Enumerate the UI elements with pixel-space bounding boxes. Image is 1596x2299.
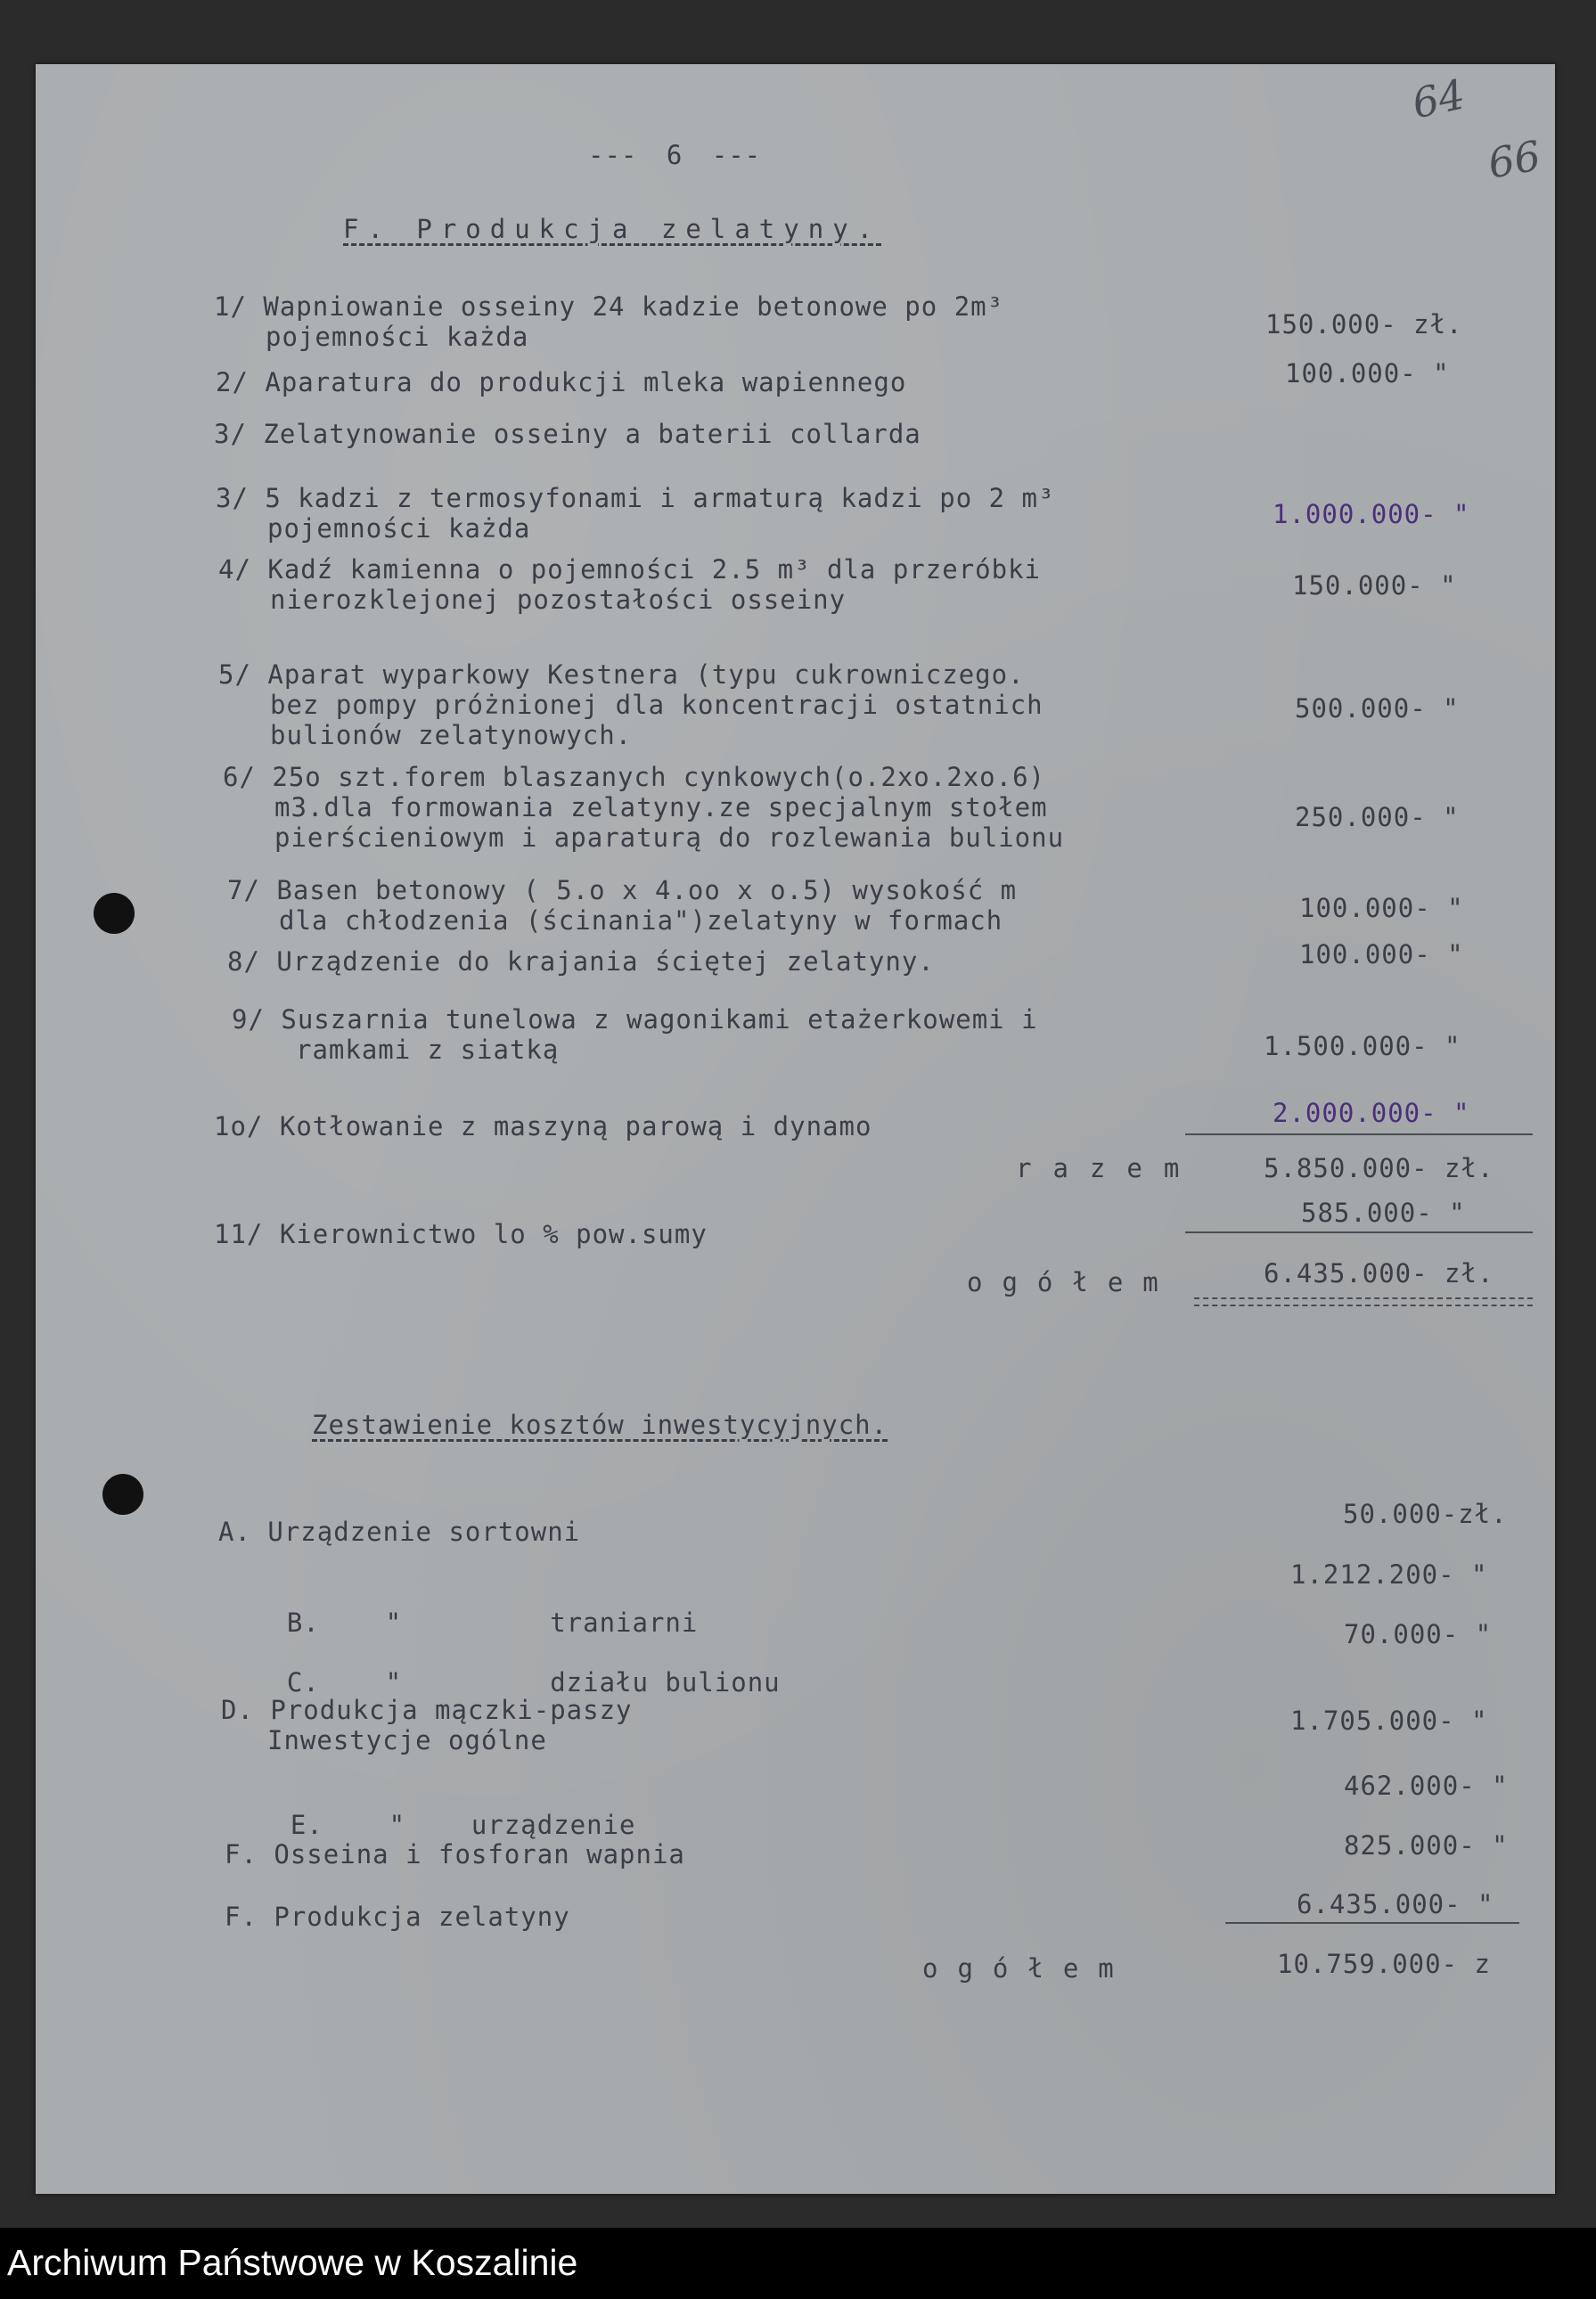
item-number: 4/ xyxy=(218,554,251,585)
summary-line: " działu bulionu xyxy=(385,1667,781,1698)
amount-8: 100.000- " xyxy=(1299,939,1464,970)
summary-amount-f2: 6.435.000- " xyxy=(1297,1889,1494,1919)
summary-letter: F. xyxy=(225,1839,258,1869)
item-line: 5 kadzi z termosyfonami i armaturą kadzi po 2 m³ xyxy=(265,483,1055,513)
sum-rule-3 xyxy=(1225,1922,1519,1924)
summary-f2 xyxy=(225,1902,570,1932)
item-number: 6/ xyxy=(223,762,256,792)
summary-amount-e: 462.000- " xyxy=(1344,1771,1509,1801)
item-line: Kierownictwo lo % pow.sumy xyxy=(279,1219,708,1249)
summary-line: Inwestycje ogólne xyxy=(267,1725,547,1755)
item-number: 11/ xyxy=(214,1219,264,1249)
item-number: 5/ xyxy=(218,659,251,690)
summary-letter: A. xyxy=(218,1517,251,1547)
item-1 xyxy=(214,291,1003,352)
amount-7: 100.000- " xyxy=(1299,893,1464,923)
amount-10-value: 2.000.000- " xyxy=(1273,1098,1470,1128)
summary-amount-f1: 825.000- " xyxy=(1344,1830,1509,1861)
summary-letter: D. xyxy=(221,1695,254,1725)
document-page xyxy=(36,64,1555,2194)
summary-letter: B. xyxy=(286,1608,320,1638)
archive-footer xyxy=(0,2228,1596,2299)
item-line: bez pompy próżnionej dla koncentracji ostatnich xyxy=(270,690,1044,720)
item-line: Zelatynowanie osseiny a baterii collarda xyxy=(263,419,921,449)
amount-11: 585.000- " xyxy=(1301,1198,1466,1228)
item-line: Aparatura do produkcji mleka wapiennego xyxy=(265,367,907,397)
item-3 xyxy=(214,419,921,449)
item-line: Suszarnia tunelowa z wagonikami etażerkowemi i xyxy=(281,1004,1038,1035)
summary-f1 xyxy=(225,1839,685,1869)
corner-annotation-bottom: 66 xyxy=(1484,131,1544,188)
amount-3: 1.000.000- " xyxy=(1273,499,1470,529)
item-line: m3.dla formowania zelatyny.ze specjalnym stołem xyxy=(274,792,1048,822)
ogolem-label: ogółem xyxy=(967,1267,1178,1297)
punch-hole-top xyxy=(94,893,135,934)
sum-rule-2 xyxy=(1185,1231,1533,1233)
item-number: 8/ xyxy=(227,946,260,977)
summary-line: Osseina i fosforan wapnia xyxy=(274,1839,685,1869)
summary-letter: E. xyxy=(290,1810,323,1840)
amount-4: 150.000- " xyxy=(1292,570,1457,601)
summary-title: Zestawienie kosztów inwestycyjnych. xyxy=(312,1410,888,1440)
razem-label: razem xyxy=(1016,1153,1201,1183)
summary-total-label: ogółem xyxy=(922,1953,1134,1984)
item-line: 25o szt.forem blaszanych cynkowych(o.2xo.2xo.6) xyxy=(272,762,1045,792)
summary-total-amount: 10.759.000- z xyxy=(1277,1949,1491,1979)
item-2 xyxy=(216,367,906,397)
item-line: pojemności każda xyxy=(266,322,529,352)
archive-name: Archiwum Państwowe w Koszalinie xyxy=(7,2242,578,2283)
item-line: Urządzenie do krajania ściętej zelatyny. xyxy=(276,946,935,977)
summary-line: " traniarni xyxy=(385,1608,699,1638)
item-8 xyxy=(227,946,935,977)
summary-line: " urządzenie xyxy=(389,1810,636,1840)
item-10 xyxy=(214,1111,872,1141)
item-11 xyxy=(214,1219,708,1249)
item-number: 1o/ xyxy=(214,1111,264,1141)
item-line: Basen betonowy ( 5.o x 4.oo x o.5) wysokość m xyxy=(276,875,1018,905)
summary-a xyxy=(218,1517,580,1547)
item-9 xyxy=(232,1004,1038,1065)
summary-d xyxy=(221,1695,633,1755)
item-5 xyxy=(218,659,1044,750)
summary-amount-a: 50.000-zł. xyxy=(1343,1499,1508,1529)
item-number: 3/ xyxy=(216,483,249,513)
item-number: 7/ xyxy=(227,875,260,905)
summary-amount-c: 70.000- " xyxy=(1344,1619,1493,1649)
corner-annotation-top: 64 xyxy=(1408,70,1469,128)
item-number: 9/ xyxy=(232,1004,265,1035)
item-line: pierścieniowym i aparaturą do rozlewania bulionu xyxy=(274,822,1065,853)
item-3b xyxy=(216,483,1054,544)
item-line: dla chłodzenia (ścinania")zelatyny w formach xyxy=(279,905,1003,936)
summary-line: Produkcja zelatyny xyxy=(274,1902,570,1932)
amount-2: 100.000- " xyxy=(1285,358,1450,389)
item-7 xyxy=(227,875,1017,936)
amount-9: 1.500.000- " xyxy=(1264,1031,1461,1061)
item-line: Aparat wyparkowy Kestnera (typu cukrowniczego. xyxy=(267,659,1025,690)
summary-letter: F. xyxy=(225,1902,258,1932)
item-line: bulionów zelatynowych. xyxy=(270,720,633,750)
item-line: pojemności każda xyxy=(267,513,531,544)
section-title: F. Produkcja zelatyny. xyxy=(343,214,882,244)
item-number: 1/ xyxy=(214,291,247,322)
item-line: Kadź kamienna o pojemności 2.5 m³ dla przeróbki xyxy=(267,554,1041,585)
sum-rule-1 xyxy=(1185,1133,1533,1135)
razem-amount: 5.850.000- zł. xyxy=(1264,1153,1494,1183)
summary-letter: C. xyxy=(286,1667,320,1698)
amount-6: 250.000- " xyxy=(1295,802,1460,832)
item-6 xyxy=(223,762,1064,853)
item-number: 2/ xyxy=(216,367,249,397)
summary-line: Urządzenie sortowni xyxy=(267,1517,581,1547)
amount-10 xyxy=(1273,1098,1470,1128)
item-4 xyxy=(218,554,1041,615)
amount-1: 150.000- zł. xyxy=(1265,309,1463,340)
punch-hole-bottom xyxy=(102,1474,143,1515)
item-number: 3/ xyxy=(214,419,247,449)
item-line: nierozklejonej pozostałości osseiny xyxy=(270,585,847,615)
summary-amount-b: 1.212.200- " xyxy=(1290,1559,1488,1590)
ogolem-amount: 6.435.000- zł. xyxy=(1264,1258,1494,1289)
summary-line: Produkcja mączki-paszy xyxy=(270,1695,633,1725)
double-rule-1 xyxy=(1194,1297,1533,1306)
item-line: ramkami z siatką xyxy=(296,1035,560,1065)
item-line: Kotłowanie z maszyną parową i dynamo xyxy=(279,1111,872,1141)
amount-5: 500.000- " xyxy=(1295,693,1460,724)
page-number: --- 6 --- xyxy=(588,140,762,170)
summary-amount-d: 1.705.000- " xyxy=(1290,1706,1488,1736)
item-line: Wapniowanie osseiny 24 kadzie betonowe po 2m³ xyxy=(263,291,1004,322)
